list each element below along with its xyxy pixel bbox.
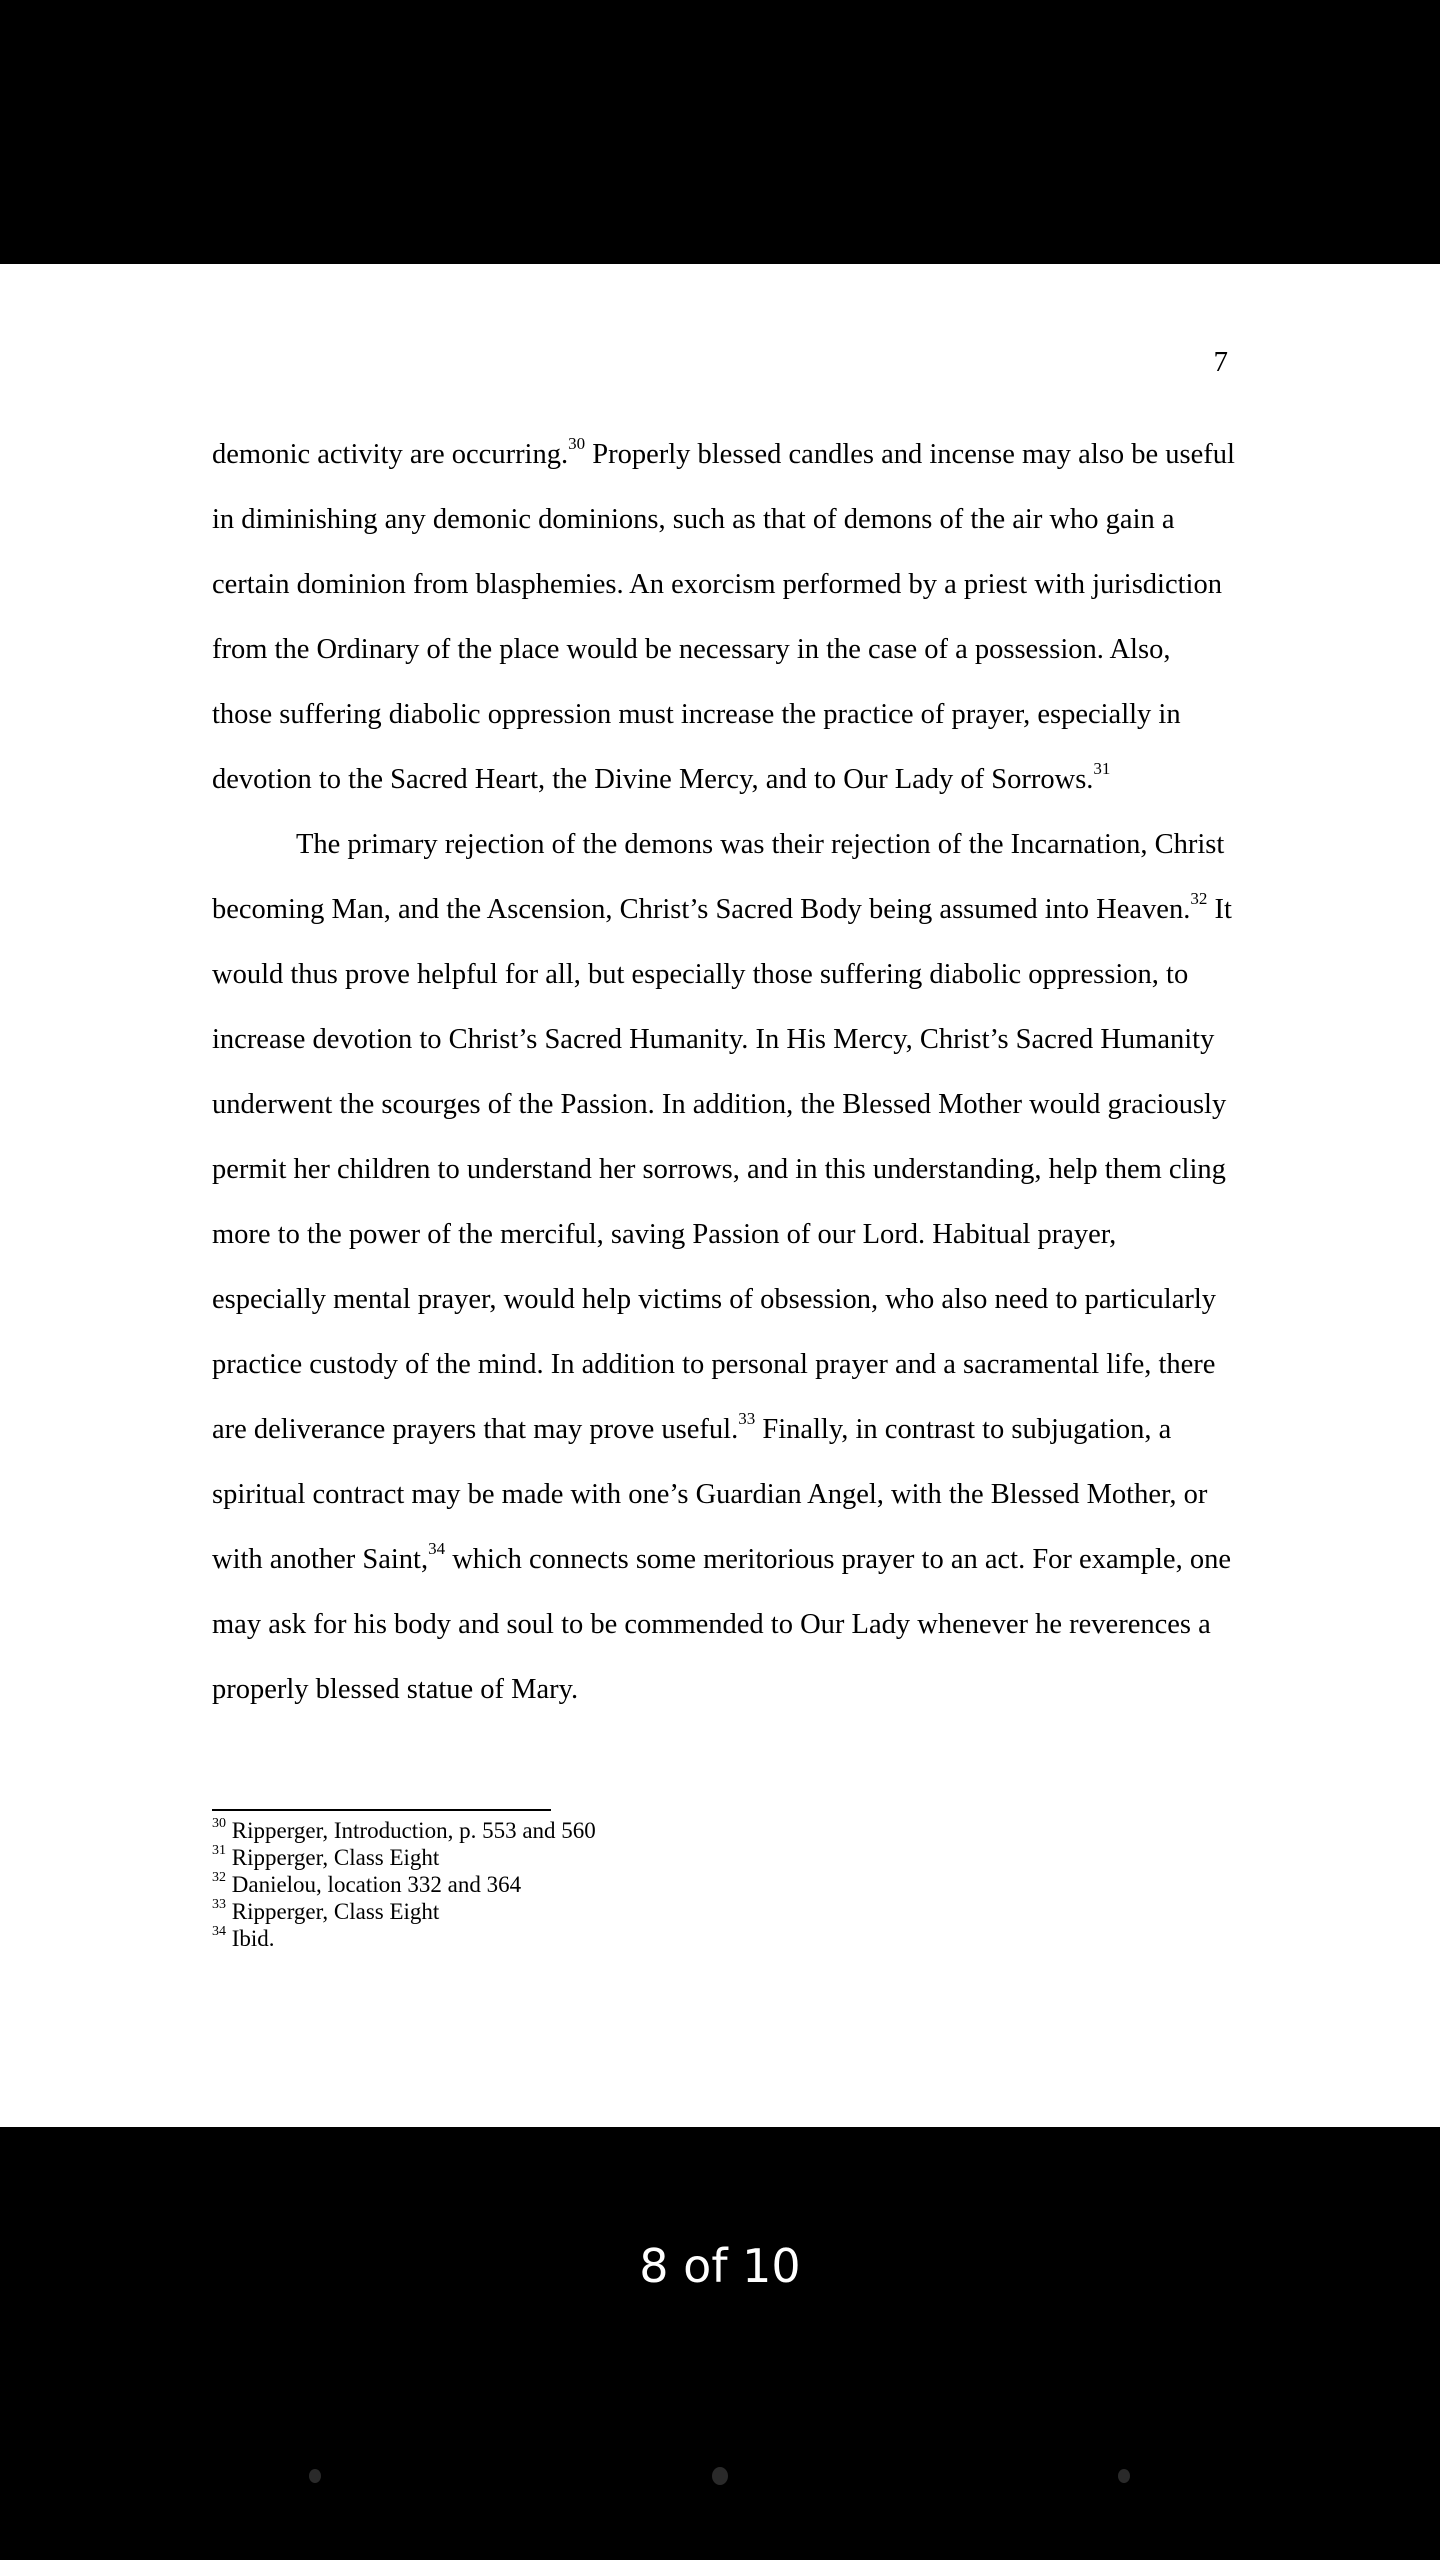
text-line xyxy=(212,1267,1230,1332)
text-line xyxy=(212,422,1235,487)
footnote-text: Ibid. xyxy=(226,1926,275,1951)
text-run: those suffering diabolic oppression must increase the practice of prayer, especially in xyxy=(212,699,1181,730)
text-run: permit her children to understand her sorrows, and in this understanding, help them cling xyxy=(212,1154,1226,1185)
text-run: Finally, in contrast to subjugation, a xyxy=(755,1414,1172,1445)
document-page[interactable] xyxy=(0,264,1440,2127)
text-run: increase devotion to Christ’s Sacred Humanity. In His Mercy, Christ’s Sacred Humanity xyxy=(212,1024,1215,1055)
text-line xyxy=(212,1462,1230,1527)
text-line xyxy=(212,1527,1230,1592)
footnote-separator xyxy=(212,1809,551,1811)
footnote-reference[interactable]: 31 xyxy=(1093,758,1111,778)
text-run: which connects some meritorious prayer to an act. For example, one xyxy=(445,1544,1231,1575)
footnote-number: 33 xyxy=(212,1897,226,1913)
text-line xyxy=(212,617,1230,682)
nav-recents-button[interactable] xyxy=(1118,2469,1130,2483)
text-run: It xyxy=(1207,894,1232,925)
text-line xyxy=(212,1137,1230,1202)
page-number: 7 xyxy=(1213,346,1228,378)
footnote-text: Danielou, location 332 and 364 xyxy=(226,1872,522,1897)
text-line xyxy=(212,747,1230,812)
footnote xyxy=(212,1817,596,1844)
footnote-reference[interactable]: 34 xyxy=(428,1538,446,1558)
footnote-text: Ripperger, Class Eight xyxy=(226,1899,440,1924)
viewer-bottom-bar xyxy=(0,2127,1440,2560)
text-line xyxy=(212,1332,1230,1397)
viewer-top-bar xyxy=(0,0,1440,264)
footnotes xyxy=(212,1817,596,1952)
text-line xyxy=(212,812,1230,877)
text-line xyxy=(212,1397,1230,1462)
text-line xyxy=(212,1657,1230,1722)
text-run: are deliverance prayers that may prove useful. xyxy=(212,1414,739,1445)
text-line xyxy=(212,1202,1230,1267)
footnote-number: 34 xyxy=(212,1924,226,1940)
text-run: Properly blessed candles and incense may also be useful xyxy=(585,439,1235,470)
text-line xyxy=(212,682,1230,747)
footnote xyxy=(212,1925,596,1952)
text-line xyxy=(212,552,1230,617)
footnote-text: Ripperger, Class Eight xyxy=(226,1845,440,1870)
footnote-number: 30 xyxy=(212,1816,226,1832)
footnote-text: Ripperger, Introduction, p. 553 and 560 xyxy=(226,1818,596,1843)
text-run: with another Saint, xyxy=(212,1544,429,1575)
page-indicator: 8 of 10 xyxy=(639,2239,801,2293)
text-line xyxy=(212,487,1230,552)
text-line xyxy=(212,877,1230,942)
text-run: becoming Man, and the Ascension, Christ’s Sacred Body being assumed into Heaven. xyxy=(212,894,1191,925)
footnote xyxy=(212,1844,596,1871)
text-run: certain dominion from blasphemies. An exorcism performed by a priest with jurisdiction xyxy=(212,569,1222,600)
text-run: from the Ordinary of the place would be necessary in the case of a possession. Also, xyxy=(212,634,1171,665)
text-run: properly blessed statue of Mary. xyxy=(212,1674,579,1705)
text-run: in diminishing any demonic dominions, such as that of demons of the air who gain a xyxy=(212,504,1175,535)
text-run: practice custody of the mind. In addition to personal prayer and a sacramental life, there xyxy=(212,1349,1216,1380)
footnote xyxy=(212,1898,596,1925)
nav-back-button[interactable] xyxy=(309,2469,321,2483)
text-run: devotion to the Sacred Heart, the Divine Mercy, and to Our Lady of Sorrows. xyxy=(212,764,1094,795)
footnote-reference[interactable]: 32 xyxy=(1190,888,1208,908)
text-run: would thus prove helpful for all, but especially those suffering diabolic oppression, to xyxy=(212,959,1189,990)
text-run: spiritual contract may be made with one’s Guardian Angel, with the Blessed Mother, or xyxy=(212,1479,1208,1510)
footnote-reference[interactable]: 33 xyxy=(738,1408,756,1428)
nav-home-button[interactable] xyxy=(712,2467,728,2485)
footnote-reference[interactable]: 30 xyxy=(568,433,586,453)
text-run: especially mental prayer, would help victims of obsession, who also need to particularly xyxy=(212,1284,1217,1315)
text-run: more to the power of the merciful, saving Passion of our Lord. Habitual prayer, xyxy=(212,1219,1117,1250)
footnote-number: 31 xyxy=(212,1843,226,1859)
footnote xyxy=(212,1871,596,1898)
text-line xyxy=(212,1007,1230,1072)
text-line xyxy=(212,1072,1230,1137)
footnote-number: 32 xyxy=(212,1870,226,1886)
text-run: underwent the scourges of the Passion. In addition, the Blessed Mother would graciously xyxy=(212,1089,1227,1120)
text-run: The primary rejection of the demons was their rejection of the Incarnation, Christ xyxy=(296,829,1225,860)
body-text xyxy=(212,422,1235,1722)
text-run: may ask for his body and soul to be commended to Our Lady whenever he reverences a xyxy=(212,1609,1211,1640)
text-run: demonic activity are occurring. xyxy=(212,439,569,470)
text-line xyxy=(212,1592,1230,1657)
text-line xyxy=(212,942,1230,1007)
